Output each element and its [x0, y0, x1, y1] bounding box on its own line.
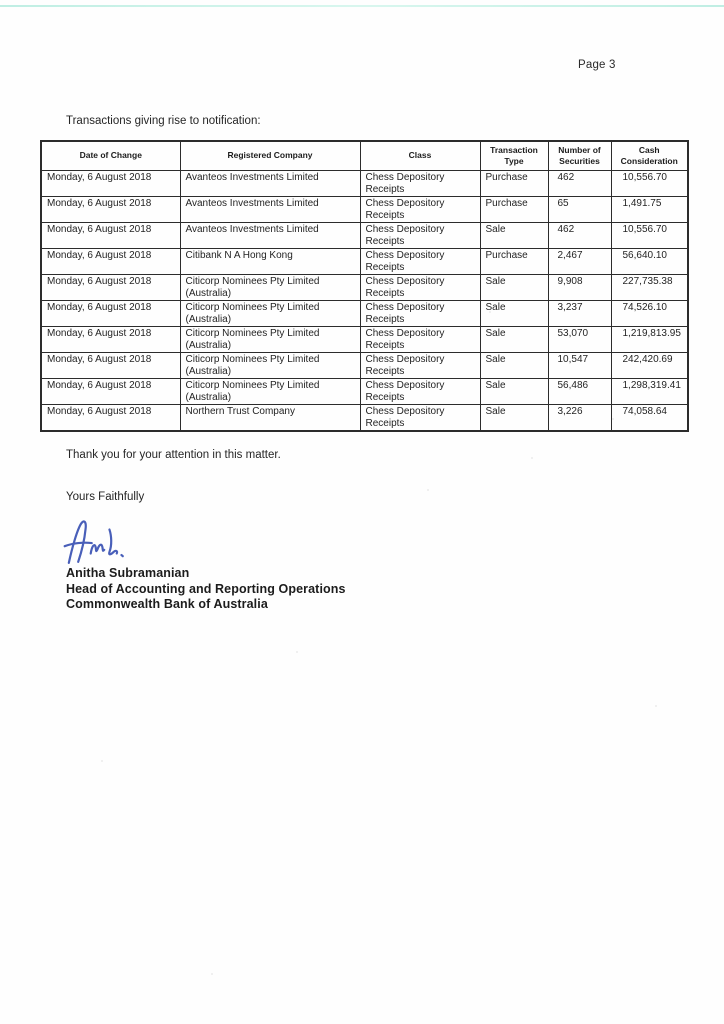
column-header: Transaction Type	[480, 141, 548, 171]
cell-consideration: 10,556.70	[611, 171, 688, 197]
cell-consideration: 10,556.70	[611, 223, 688, 249]
cell-company: Avanteos Investments Limited	[180, 223, 360, 249]
cell-consideration: 1,491.75	[611, 197, 688, 223]
cell-company: Citicorp Nominees Pty Limited (Australia)	[180, 327, 360, 353]
transactions-table-body	[41, 171, 688, 432]
handwritten-signature	[62, 516, 134, 566]
cell-securities: 2,467	[548, 249, 611, 275]
cell-type: Sale	[480, 223, 548, 249]
table-row	[41, 379, 688, 405]
cell-company: Citicorp Nominees Pty Limited (Australia)	[180, 353, 360, 379]
cell-class: Chess Depository Receipts	[360, 301, 480, 327]
table-row	[41, 353, 688, 379]
column-header: Registered Company	[180, 141, 360, 171]
column-header: Class	[360, 141, 480, 171]
table-header-row	[41, 141, 688, 171]
cell-securities: 462	[548, 223, 611, 249]
cell-class: Chess Depository Receipts	[360, 405, 480, 432]
cell-date: Monday, 6 August 2018	[41, 405, 180, 432]
cell-consideration: 74,058.64	[611, 405, 688, 432]
cell-class: Chess Depository Receipts	[360, 327, 480, 353]
cell-class: Chess Depository Receipts	[360, 353, 480, 379]
cell-class: Chess Depository Receipts	[360, 223, 480, 249]
cell-company: Citibank N A Hong Kong	[180, 249, 360, 275]
cell-class: Chess Depository Receipts	[360, 249, 480, 275]
cell-date: Monday, 6 August 2018	[41, 275, 180, 301]
column-header: Date of Change	[41, 141, 180, 171]
table-row	[41, 171, 688, 197]
table-row	[41, 405, 688, 432]
table-row	[41, 327, 688, 353]
cell-securities: 56,486	[548, 379, 611, 405]
cell-company: Citicorp Nominees Pty Limited (Australia)	[180, 379, 360, 405]
cell-type: Sale	[480, 379, 548, 405]
cell-company: Citicorp Nominees Pty Limited (Australia)	[180, 275, 360, 301]
cell-consideration: 1,298,319.41	[611, 379, 688, 405]
cell-securities: 65	[548, 197, 611, 223]
cell-securities: 3,237	[548, 301, 611, 327]
cell-securities: 9,908	[548, 275, 611, 301]
cell-type: Sale	[480, 353, 548, 379]
cell-securities: 462	[548, 171, 611, 197]
cell-type: Sale	[480, 405, 548, 432]
table-row	[41, 223, 688, 249]
cell-consideration: 56,640.10	[611, 249, 688, 275]
cell-class: Chess Depository Receipts	[360, 197, 480, 223]
cell-type: Sale	[480, 327, 548, 353]
signatory-role: Head of Accounting and Reporting Operations	[66, 581, 346, 596]
cell-date: Monday, 6 August 2018	[41, 353, 180, 379]
signatory-block	[66, 566, 346, 613]
cell-date: Monday, 6 August 2018	[41, 197, 180, 223]
cell-date: Monday, 6 August 2018	[41, 249, 180, 275]
cell-consideration: 227,735.38	[611, 275, 688, 301]
cell-consideration: 1,219,813.95	[611, 327, 688, 353]
cell-class: Chess Depository Receipts	[360, 275, 480, 301]
table-row	[41, 301, 688, 327]
cell-company: Citicorp Nominees Pty Limited (Australia)	[180, 301, 360, 327]
cell-type: Sale	[480, 275, 548, 301]
cell-securities: 53,070	[548, 327, 611, 353]
cell-date: Monday, 6 August 2018	[41, 171, 180, 197]
column-header: Number of Securities	[548, 141, 611, 171]
cell-company: Avanteos Investments Limited	[180, 171, 360, 197]
signatory-name: Anitha Subramanian	[66, 566, 190, 580]
cell-consideration: 242,420.69	[611, 353, 688, 379]
cell-class: Chess Depository Receipts	[360, 171, 480, 197]
table-row	[41, 249, 688, 275]
cell-securities: 10,547	[548, 353, 611, 379]
column-header: Cash Consideration	[611, 141, 688, 171]
closing-text: Thank you for your attention in this matter.	[66, 449, 281, 461]
cell-date: Monday, 6 August 2018	[41, 223, 180, 249]
page-number: Page 3	[578, 59, 616, 71]
cell-type: Purchase	[480, 197, 548, 223]
cell-type: Purchase	[480, 249, 548, 275]
intro-text: Transactions giving rise to notification:	[66, 115, 261, 127]
table-row	[41, 275, 688, 301]
cell-date: Monday, 6 August 2018	[41, 327, 180, 353]
transactions-table	[40, 140, 689, 432]
cell-type: Sale	[480, 301, 548, 327]
cell-date: Monday, 6 August 2018	[41, 301, 180, 327]
cell-company: Northern Trust Company	[180, 405, 360, 432]
table-row	[41, 197, 688, 223]
valediction-text: Yours Faithfully	[66, 491, 145, 503]
cell-date: Monday, 6 August 2018	[41, 379, 180, 405]
signatory-company: Commonwealth Bank of Australia	[66, 597, 268, 611]
cell-company: Avanteos Investments Limited	[180, 197, 360, 223]
cell-consideration: 74,526.10	[611, 301, 688, 327]
cell-class: Chess Depository Receipts	[360, 379, 480, 405]
cell-type: Purchase	[480, 171, 548, 197]
scanner-artifact-line	[0, 5, 724, 7]
cell-securities: 3,226	[548, 405, 611, 432]
